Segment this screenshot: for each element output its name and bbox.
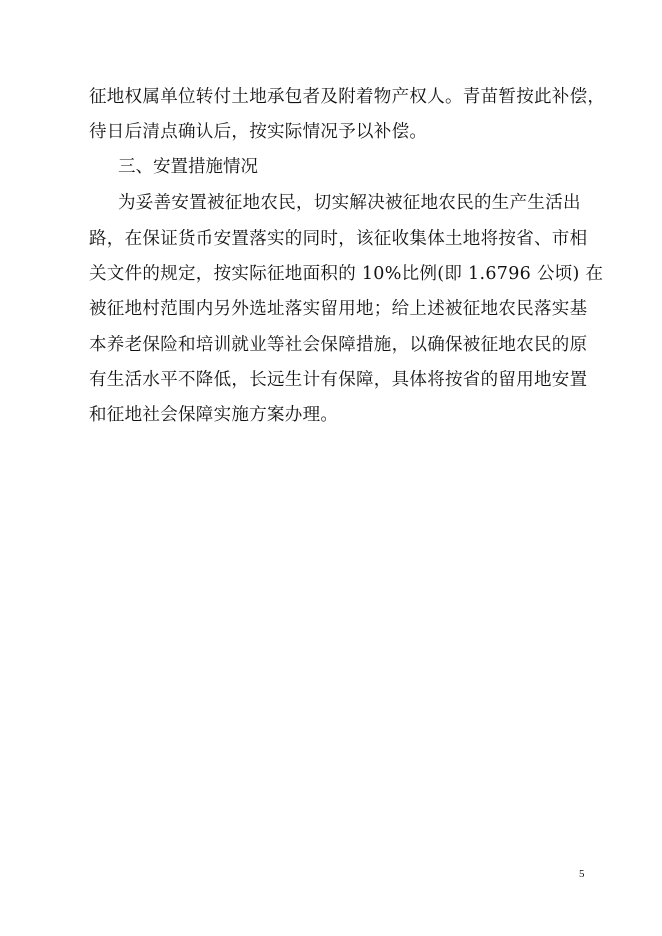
paragraph-line-4: 被征地村范围内另外选址落实留用地；给上述被征地农民落实基 <box>89 299 588 319</box>
section-heading: 三、安置措施情况 <box>118 157 258 177</box>
paragraph-line-1: 为妥善安置被征地农民，切实解决被征地农民的生产生活出 <box>118 193 581 213</box>
continued-paragraph-line-2: 待日后清点确认后，按实际情况予以补偿。 <box>89 122 428 142</box>
paragraph-line-7: 和征地社会保障实施方案办理。 <box>89 405 339 425</box>
paragraph-line-3: 关文件的规定，按实际征地面积的 10%比例(即 1.6796 公顷) 在 <box>89 264 604 284</box>
continued-paragraph-line-1: 征地权属单位转付土地承包者及附着物产权人。青苗暂按此补偿， <box>89 87 606 107</box>
paragraph-line-6: 有生活水平不降低，长远生计有保障，具体将按省的留用地安置 <box>89 370 588 390</box>
paragraph-line-5: 本养老保险和培训就业等社会保障措施，以确保被征地农民的原 <box>89 335 588 355</box>
page-number: 5 <box>579 868 585 880</box>
paragraph-line-2: 路，在保证货币安置落实的同时，该征收集体土地将按省、市相 <box>89 229 588 249</box>
